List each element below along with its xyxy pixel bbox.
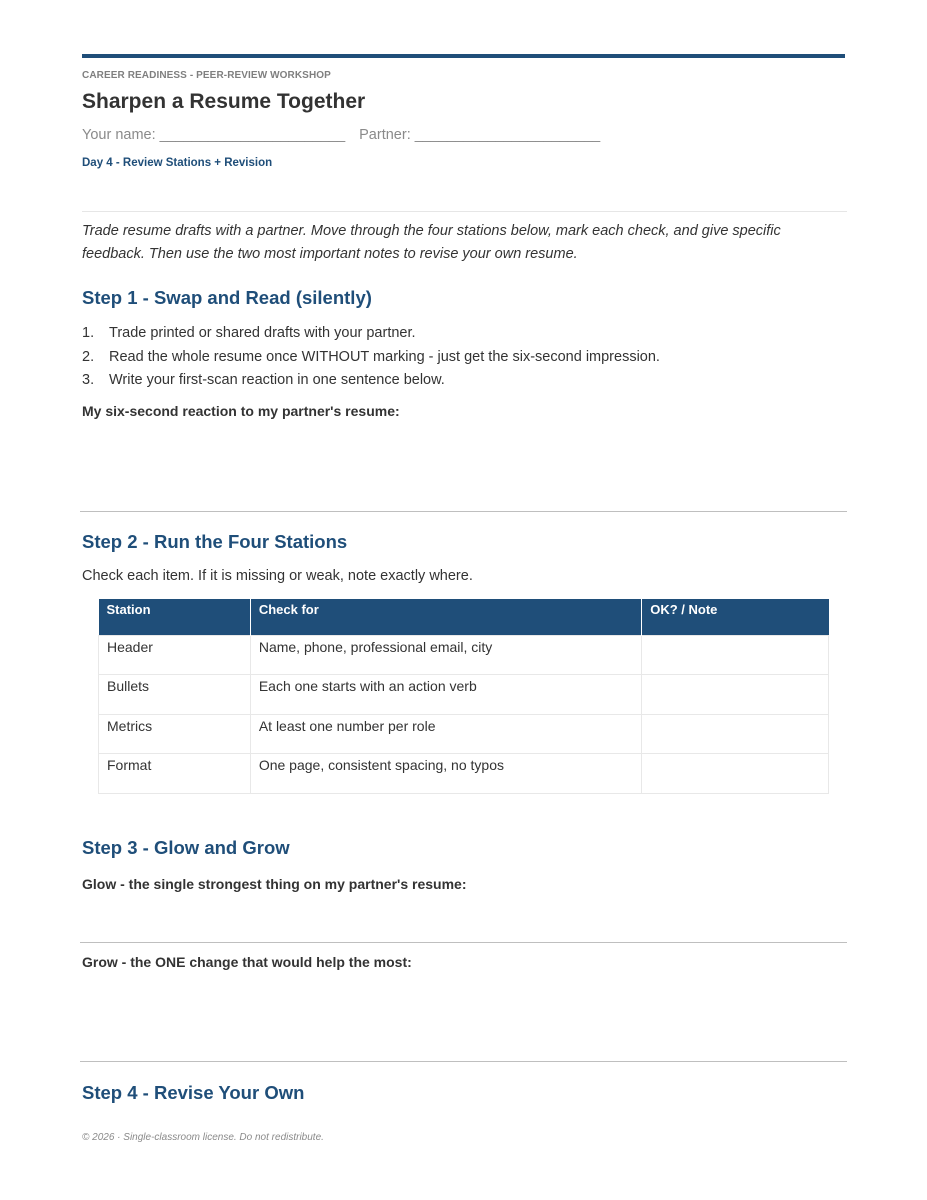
license-footer: © 2026 · Single-classroom license. Do not redistribute. [82, 1132, 324, 1143]
station-cell: Metrics [99, 714, 251, 754]
note-cell[interactable] [642, 714, 829, 754]
check-cell: At least one number per role [250, 714, 641, 754]
table-row [99, 714, 829, 754]
step3-heading: Step 3 - Glow and Grow [82, 837, 290, 858]
top-accent-rule [82, 54, 845, 58]
table-header-row [99, 599, 829, 635]
check-cell: Name, phone, professional email, city [250, 635, 641, 675]
your-name-field[interactable]: Your name: _______________________ [82, 127, 346, 143]
station-cell: Format [99, 754, 251, 794]
step2-heading: Step 2 - Run the Four Stations [82, 531, 348, 552]
glow-prompt: Glow - the single strongest thing on my partner's resume: [82, 876, 467, 892]
step2-instruction: Check each item. If it is missing or weak, note exactly where. [82, 568, 473, 584]
note-cell[interactable] [642, 754, 829, 794]
glow-answer-line[interactable] [80, 942, 847, 943]
reaction-prompt: My six-second reaction to my partner's resume: [82, 403, 400, 419]
stations-table [98, 599, 829, 794]
table-row [99, 635, 829, 675]
step1-list [82, 322, 660, 393]
header-divider [82, 211, 847, 212]
list-item: 1. Trade printed or shared drafts with your partner. [82, 325, 416, 341]
table-row [99, 675, 829, 715]
check-cell: One page, consistent spacing, no typos [250, 754, 641, 794]
partner-name-field[interactable]: Partner: _______________________ [359, 127, 601, 143]
course-kicker: CAREER READINESS - PEER-REVIEW WORKSHOP [82, 70, 331, 81]
step1-heading: Step 1 - Swap and Read (silently) [82, 287, 372, 308]
grow-answer-line[interactable] [80, 1061, 847, 1062]
note-cell[interactable] [642, 635, 829, 675]
list-item: 2. Read the whole resume once WITHOUT marking - just get the six-second impression. [82, 348, 660, 365]
station-cell: Header [99, 635, 251, 675]
column-header-check: Check for [250, 599, 641, 635]
grow-prompt: Grow - the ONE change that would help the most: [82, 954, 412, 970]
name-fields [82, 127, 600, 143]
worksheet-title: Sharpen a Resume Together [82, 90, 366, 113]
day-label: Day 4 - Review Stations + Revision [82, 157, 273, 169]
note-cell[interactable] [642, 675, 829, 715]
column-header-station: Station [99, 599, 251, 635]
column-header-note: OK? / Note [642, 599, 829, 635]
station-cell: Bullets [99, 675, 251, 715]
intro-text: Trade resume drafts with a partner. Move through the four stations below, mark each check, and give specific feedback. Then use the two most important notes to revise your own resume. [82, 223, 781, 262]
check-cell: Each one starts with an action verb [250, 675, 641, 715]
list-item: 3. Write your first-scan reaction in one sentence below. [82, 372, 445, 388]
table-row [99, 754, 829, 794]
step4-heading: Step 4 - Revise Your Own [82, 1082, 305, 1103]
reaction-answer-line[interactable] [80, 511, 847, 512]
